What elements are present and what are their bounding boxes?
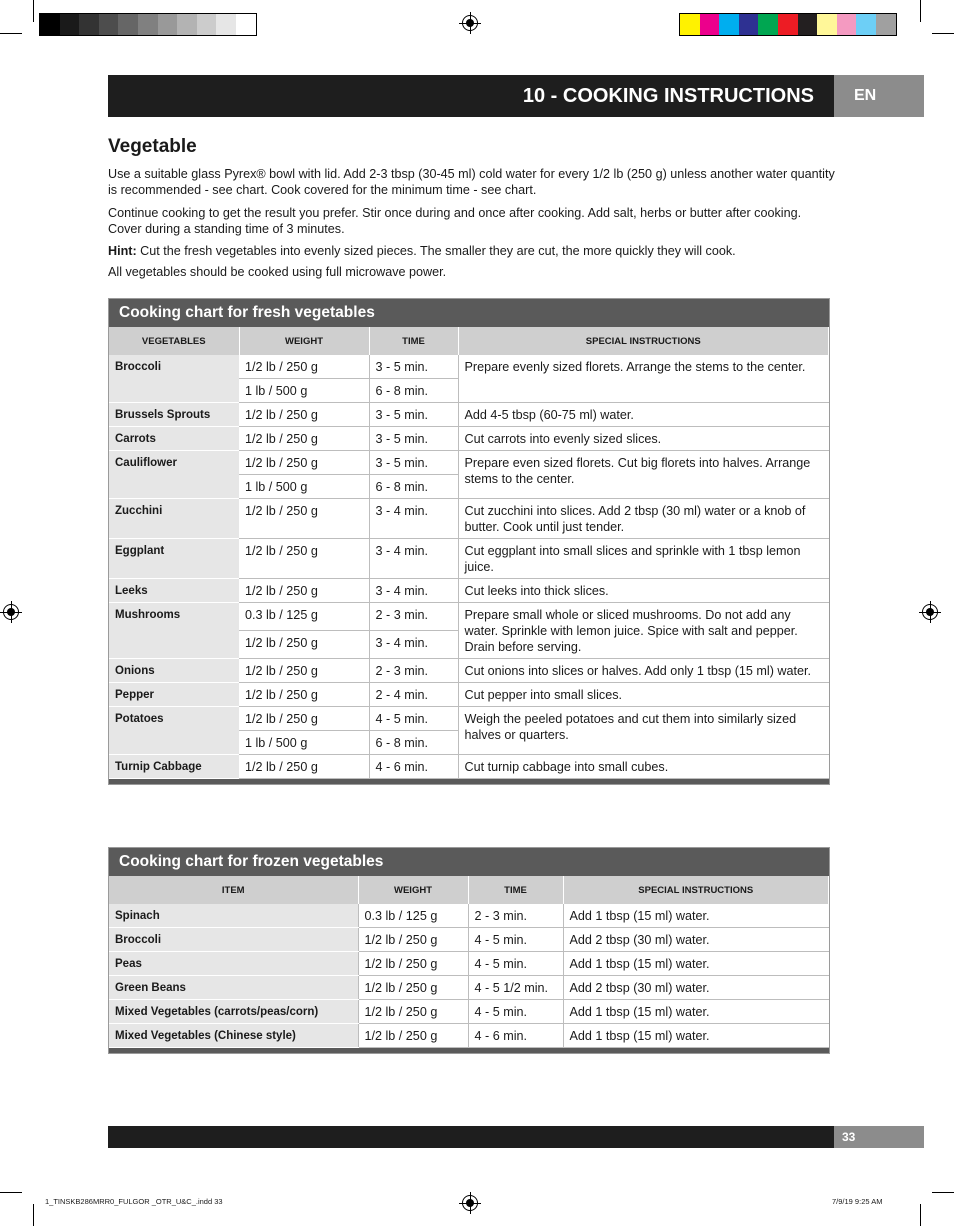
table-row bbox=[109, 499, 829, 539]
column-header: WEIGHT bbox=[239, 327, 369, 355]
instructions-cell: Cut zucchini into slices. Add 2 tbsp (30 ml) water or a knob of butter. Cook until just tender. bbox=[458, 499, 829, 539]
vegetable-name: Potatoes bbox=[109, 707, 239, 755]
registration-mark-icon bbox=[3, 604, 19, 620]
time-cell: 3 - 5 min. bbox=[369, 427, 458, 451]
instructions-cell: Add 2 tbsp (30 ml) water. bbox=[563, 976, 829, 1000]
color-swatch bbox=[876, 14, 896, 35]
time-cell: 4 - 5 min. bbox=[468, 952, 563, 976]
weight-cell: 1/2 lb / 250 g bbox=[239, 355, 369, 379]
weight-cell: 1/2 lb / 250 g bbox=[239, 427, 369, 451]
crop-mark bbox=[0, 1192, 22, 1193]
time-cell: 2 - 4 min. bbox=[369, 683, 458, 707]
table-row bbox=[109, 976, 829, 1000]
table-row bbox=[109, 904, 829, 928]
table-row bbox=[109, 755, 829, 779]
instructions-cell: Add 1 tbsp (15 ml) water. bbox=[563, 1024, 829, 1048]
color-swatch bbox=[739, 14, 759, 35]
frozen-vegetables-chart bbox=[108, 847, 830, 1054]
vegetable-name: Carrots bbox=[109, 427, 239, 451]
instructions-cell: Add 1 tbsp (15 ml) water. bbox=[563, 904, 829, 928]
weight-cell: 0.3 lb / 125 g bbox=[358, 904, 468, 928]
time-cell: 3 - 4 min. bbox=[369, 539, 458, 579]
weight-cell: 1/2 lb / 250 g bbox=[358, 1000, 468, 1024]
weight-cell: 1/2 lb / 250 g bbox=[239, 579, 369, 603]
item-name: Broccoli bbox=[109, 928, 358, 952]
color-swatch bbox=[118, 14, 138, 35]
color-swatch bbox=[138, 14, 158, 35]
weight-cell: 1/2 lb / 250 g bbox=[239, 707, 369, 731]
weight-cell: 0.3 lb / 125 g bbox=[239, 603, 369, 631]
color-swatch bbox=[837, 14, 857, 35]
time-cell: 3 - 5 min. bbox=[369, 403, 458, 427]
print-date: 7/9/19 9:25 AM bbox=[832, 1197, 883, 1206]
hint-paragraph bbox=[108, 243, 836, 259]
instructions-cell: Add 1 tbsp (15 ml) water. bbox=[563, 1000, 829, 1024]
time-cell: 4 - 5 min. bbox=[369, 707, 458, 731]
column-header: WEIGHT bbox=[358, 876, 468, 904]
power-paragraph: All vegetables should be cooked using full microwave power. bbox=[108, 265, 447, 279]
instructions-cell: Prepare small whole or sliced mushrooms. Do not add any water. Sprinkle with lemon juice. Spice with salt and pepper. Drain before serving. bbox=[458, 603, 829, 659]
chart-footer-rule bbox=[109, 779, 829, 784]
instructions-cell: Cut pepper into small slices. bbox=[458, 683, 829, 707]
color-swatch bbox=[758, 14, 778, 35]
language-tag: EN bbox=[834, 75, 924, 117]
color-swatch bbox=[778, 14, 798, 35]
crop-mark bbox=[920, 1204, 921, 1226]
weight-cell: 1/2 lb / 250 g bbox=[239, 755, 369, 779]
chart-footer-rule bbox=[109, 1048, 829, 1053]
process-color-bar bbox=[679, 13, 897, 36]
color-swatch bbox=[719, 14, 739, 35]
chapter-title: 10 - COOKING INSTRUCTIONS bbox=[522, 85, 814, 107]
time-cell: 4 - 6 min. bbox=[369, 755, 458, 779]
chapter-header bbox=[108, 75, 924, 117]
instructions-cell: Cut carrots into evenly sized slices. bbox=[458, 427, 829, 451]
instructions-cell: Weigh the peeled potatoes and cut them into similarly sized halves or quarters. bbox=[458, 707, 829, 755]
weight-cell: 1 lb / 500 g bbox=[239, 731, 369, 755]
time-cell: 3 - 4 min. bbox=[369, 499, 458, 539]
crop-mark bbox=[932, 1192, 954, 1193]
hint-text: Cut the fresh vegetables into evenly sized pieces. The smaller they are cut, the more quickly they will cook. bbox=[136, 244, 736, 258]
column-header: SPECIAL INSTRUCTIONS bbox=[458, 327, 829, 355]
instructions-cell: Cut turnip cabbage into small cubes. bbox=[458, 755, 829, 779]
color-swatch bbox=[817, 14, 837, 35]
page-footer bbox=[108, 1126, 924, 1148]
color-swatch bbox=[236, 14, 256, 35]
instructions-cell: Cut onions into slices or halves. Add only 1 tbsp (15 ml) water. bbox=[458, 659, 829, 683]
time-cell: 6 - 8 min. bbox=[369, 475, 458, 499]
table-row bbox=[109, 603, 829, 631]
color-swatch bbox=[40, 14, 60, 35]
column-header: TIME bbox=[369, 327, 458, 355]
table-row bbox=[109, 1024, 829, 1048]
color-swatch bbox=[197, 14, 217, 35]
frozen-vegetables-table bbox=[109, 876, 829, 1048]
section-title: Vegetable bbox=[108, 136, 197, 157]
weight-cell: 1/2 lb / 250 g bbox=[239, 659, 369, 683]
time-cell: 4 - 5 min. bbox=[468, 1000, 563, 1024]
color-swatch bbox=[856, 14, 876, 35]
crop-mark bbox=[920, 0, 921, 22]
instructions-cell: Add 1 tbsp (15 ml) water. bbox=[563, 952, 829, 976]
vegetable-name: Pepper bbox=[109, 683, 239, 707]
table-row bbox=[109, 579, 829, 603]
time-cell: 3 - 5 min. bbox=[369, 451, 458, 475]
color-swatch bbox=[177, 14, 197, 35]
weight-cell: 1/2 lb / 250 g bbox=[239, 683, 369, 707]
weight-cell: 1 lb / 500 g bbox=[239, 379, 369, 403]
item-name: Peas bbox=[109, 952, 358, 976]
table-row bbox=[109, 451, 829, 475]
time-cell: 2 - 3 min. bbox=[468, 904, 563, 928]
chart-title: Cooking chart for frozen vegetables bbox=[109, 848, 829, 876]
instructions-cell: Cut leeks into thick slices. bbox=[458, 579, 829, 603]
instructions-cell: Add 2 tbsp (30 ml) water. bbox=[563, 928, 829, 952]
weight-cell: 1/2 lb / 250 g bbox=[358, 976, 468, 1000]
table-row bbox=[109, 952, 829, 976]
vegetable-name: Cauliflower bbox=[109, 451, 239, 499]
item-name: Green Beans bbox=[109, 976, 358, 1000]
vegetable-name: Brussels Sprouts bbox=[109, 403, 239, 427]
crop-mark bbox=[33, 0, 34, 22]
vegetable-name: Turnip Cabbage bbox=[109, 755, 239, 779]
time-cell: 4 - 5 1/2 min. bbox=[468, 976, 563, 1000]
color-swatch bbox=[158, 14, 178, 35]
item-name: Spinach bbox=[109, 904, 358, 928]
table-row bbox=[109, 683, 829, 707]
time-cell: 3 - 5 min. bbox=[369, 355, 458, 379]
table-row bbox=[109, 707, 829, 731]
item-name: Mixed Vegetables (Chinese style) bbox=[109, 1024, 358, 1048]
time-cell: 2 - 3 min. bbox=[369, 603, 458, 631]
file-slug: 1_TINSKB286MRR0_FULGOR _OTR_U&C_.indd 33 bbox=[45, 1197, 223, 1206]
fresh-vegetables-table bbox=[109, 327, 829, 779]
time-cell: 4 - 5 min. bbox=[468, 928, 563, 952]
vegetable-name: Leeks bbox=[109, 579, 239, 603]
time-cell: 2 - 3 min. bbox=[369, 659, 458, 683]
cooking-paragraph: Continue cooking to get the result you prefer. Stir once during and once after cooking. Add salt, herbs or butter after cooking. Cover during a standing time of 3 minutes. bbox=[108, 206, 802, 236]
weight-cell: 1/2 lb / 250 g bbox=[239, 499, 369, 539]
time-cell: 3 - 4 min. bbox=[369, 631, 458, 659]
weight-cell: 1/2 lb / 250 g bbox=[358, 928, 468, 952]
column-header: SPECIAL INSTRUCTIONS bbox=[563, 876, 829, 904]
table-row bbox=[109, 539, 829, 579]
registration-mark-icon bbox=[462, 15, 478, 31]
vegetable-name: Broccoli bbox=[109, 355, 239, 403]
instructions-cell: Add 4-5 tbsp (60-75 ml) water. bbox=[458, 403, 829, 427]
weight-cell: 1/2 lb / 250 g bbox=[358, 1024, 468, 1048]
color-swatch bbox=[216, 14, 236, 35]
color-swatch bbox=[680, 14, 700, 35]
item-name: Mixed Vegetables (carrots/peas/corn) bbox=[109, 1000, 358, 1024]
table-row bbox=[109, 928, 829, 952]
table-row bbox=[109, 1000, 829, 1024]
crop-mark bbox=[0, 33, 22, 34]
vegetable-name: Mushrooms bbox=[109, 603, 239, 659]
fresh-vegetables-chart bbox=[108, 298, 830, 785]
weight-cell: 1/2 lb / 250 g bbox=[358, 952, 468, 976]
time-cell: 6 - 8 min. bbox=[369, 379, 458, 403]
table-row bbox=[109, 659, 829, 683]
time-cell: 4 - 6 min. bbox=[468, 1024, 563, 1048]
instructions-cell: Cut eggplant into small slices and sprinkle with 1 tbsp lemon juice. bbox=[458, 539, 829, 579]
color-swatch bbox=[700, 14, 720, 35]
instructions-cell: Prepare even sized florets. Cut big florets into halves. Arrange stems to the center. bbox=[458, 451, 829, 499]
vegetable-name: Zucchini bbox=[109, 499, 239, 539]
weight-cell: 1 lb / 500 g bbox=[239, 475, 369, 499]
color-swatch bbox=[798, 14, 818, 35]
table-row bbox=[109, 403, 829, 427]
weight-cell: 1/2 lb / 250 g bbox=[239, 451, 369, 475]
gray-color-bar bbox=[39, 13, 257, 36]
weight-cell: 1/2 lb / 250 g bbox=[239, 631, 369, 659]
time-cell: 3 - 4 min. bbox=[369, 579, 458, 603]
column-header: ITEM bbox=[109, 876, 358, 904]
table-row bbox=[109, 427, 829, 451]
instructions-cell: Prepare evenly sized florets. Arrange the stems to the center. bbox=[458, 355, 829, 403]
chart-title: Cooking chart for fresh vegetables bbox=[109, 299, 829, 327]
color-swatch bbox=[99, 14, 119, 35]
color-swatch bbox=[60, 14, 80, 35]
crop-mark bbox=[33, 1204, 34, 1226]
vegetable-name: Onions bbox=[109, 659, 239, 683]
crop-mark bbox=[932, 33, 954, 34]
intro-paragraph: Use a suitable glass Pyrex® bowl with lid. Add 2-3 tbsp (30-45 ml) cold water for every 1/2 lb (250 g) unless another water quantity is recommended - see chart. Cook covered for the minimum time - see chart. bbox=[108, 167, 835, 197]
table-row bbox=[109, 355, 829, 379]
vegetable-name: Eggplant bbox=[109, 539, 239, 579]
column-header: VEGETABLES bbox=[109, 327, 239, 355]
weight-cell: 1/2 lb / 250 g bbox=[239, 539, 369, 579]
registration-mark-icon bbox=[922, 604, 938, 620]
column-header: TIME bbox=[468, 876, 563, 904]
weight-cell: 1/2 lb / 250 g bbox=[239, 403, 369, 427]
time-cell: 6 - 8 min. bbox=[369, 731, 458, 755]
registration-mark-icon bbox=[462, 1195, 478, 1211]
color-swatch bbox=[79, 14, 99, 35]
page-number: 33 bbox=[834, 1126, 924, 1148]
hint-label: Hint: bbox=[108, 244, 137, 258]
